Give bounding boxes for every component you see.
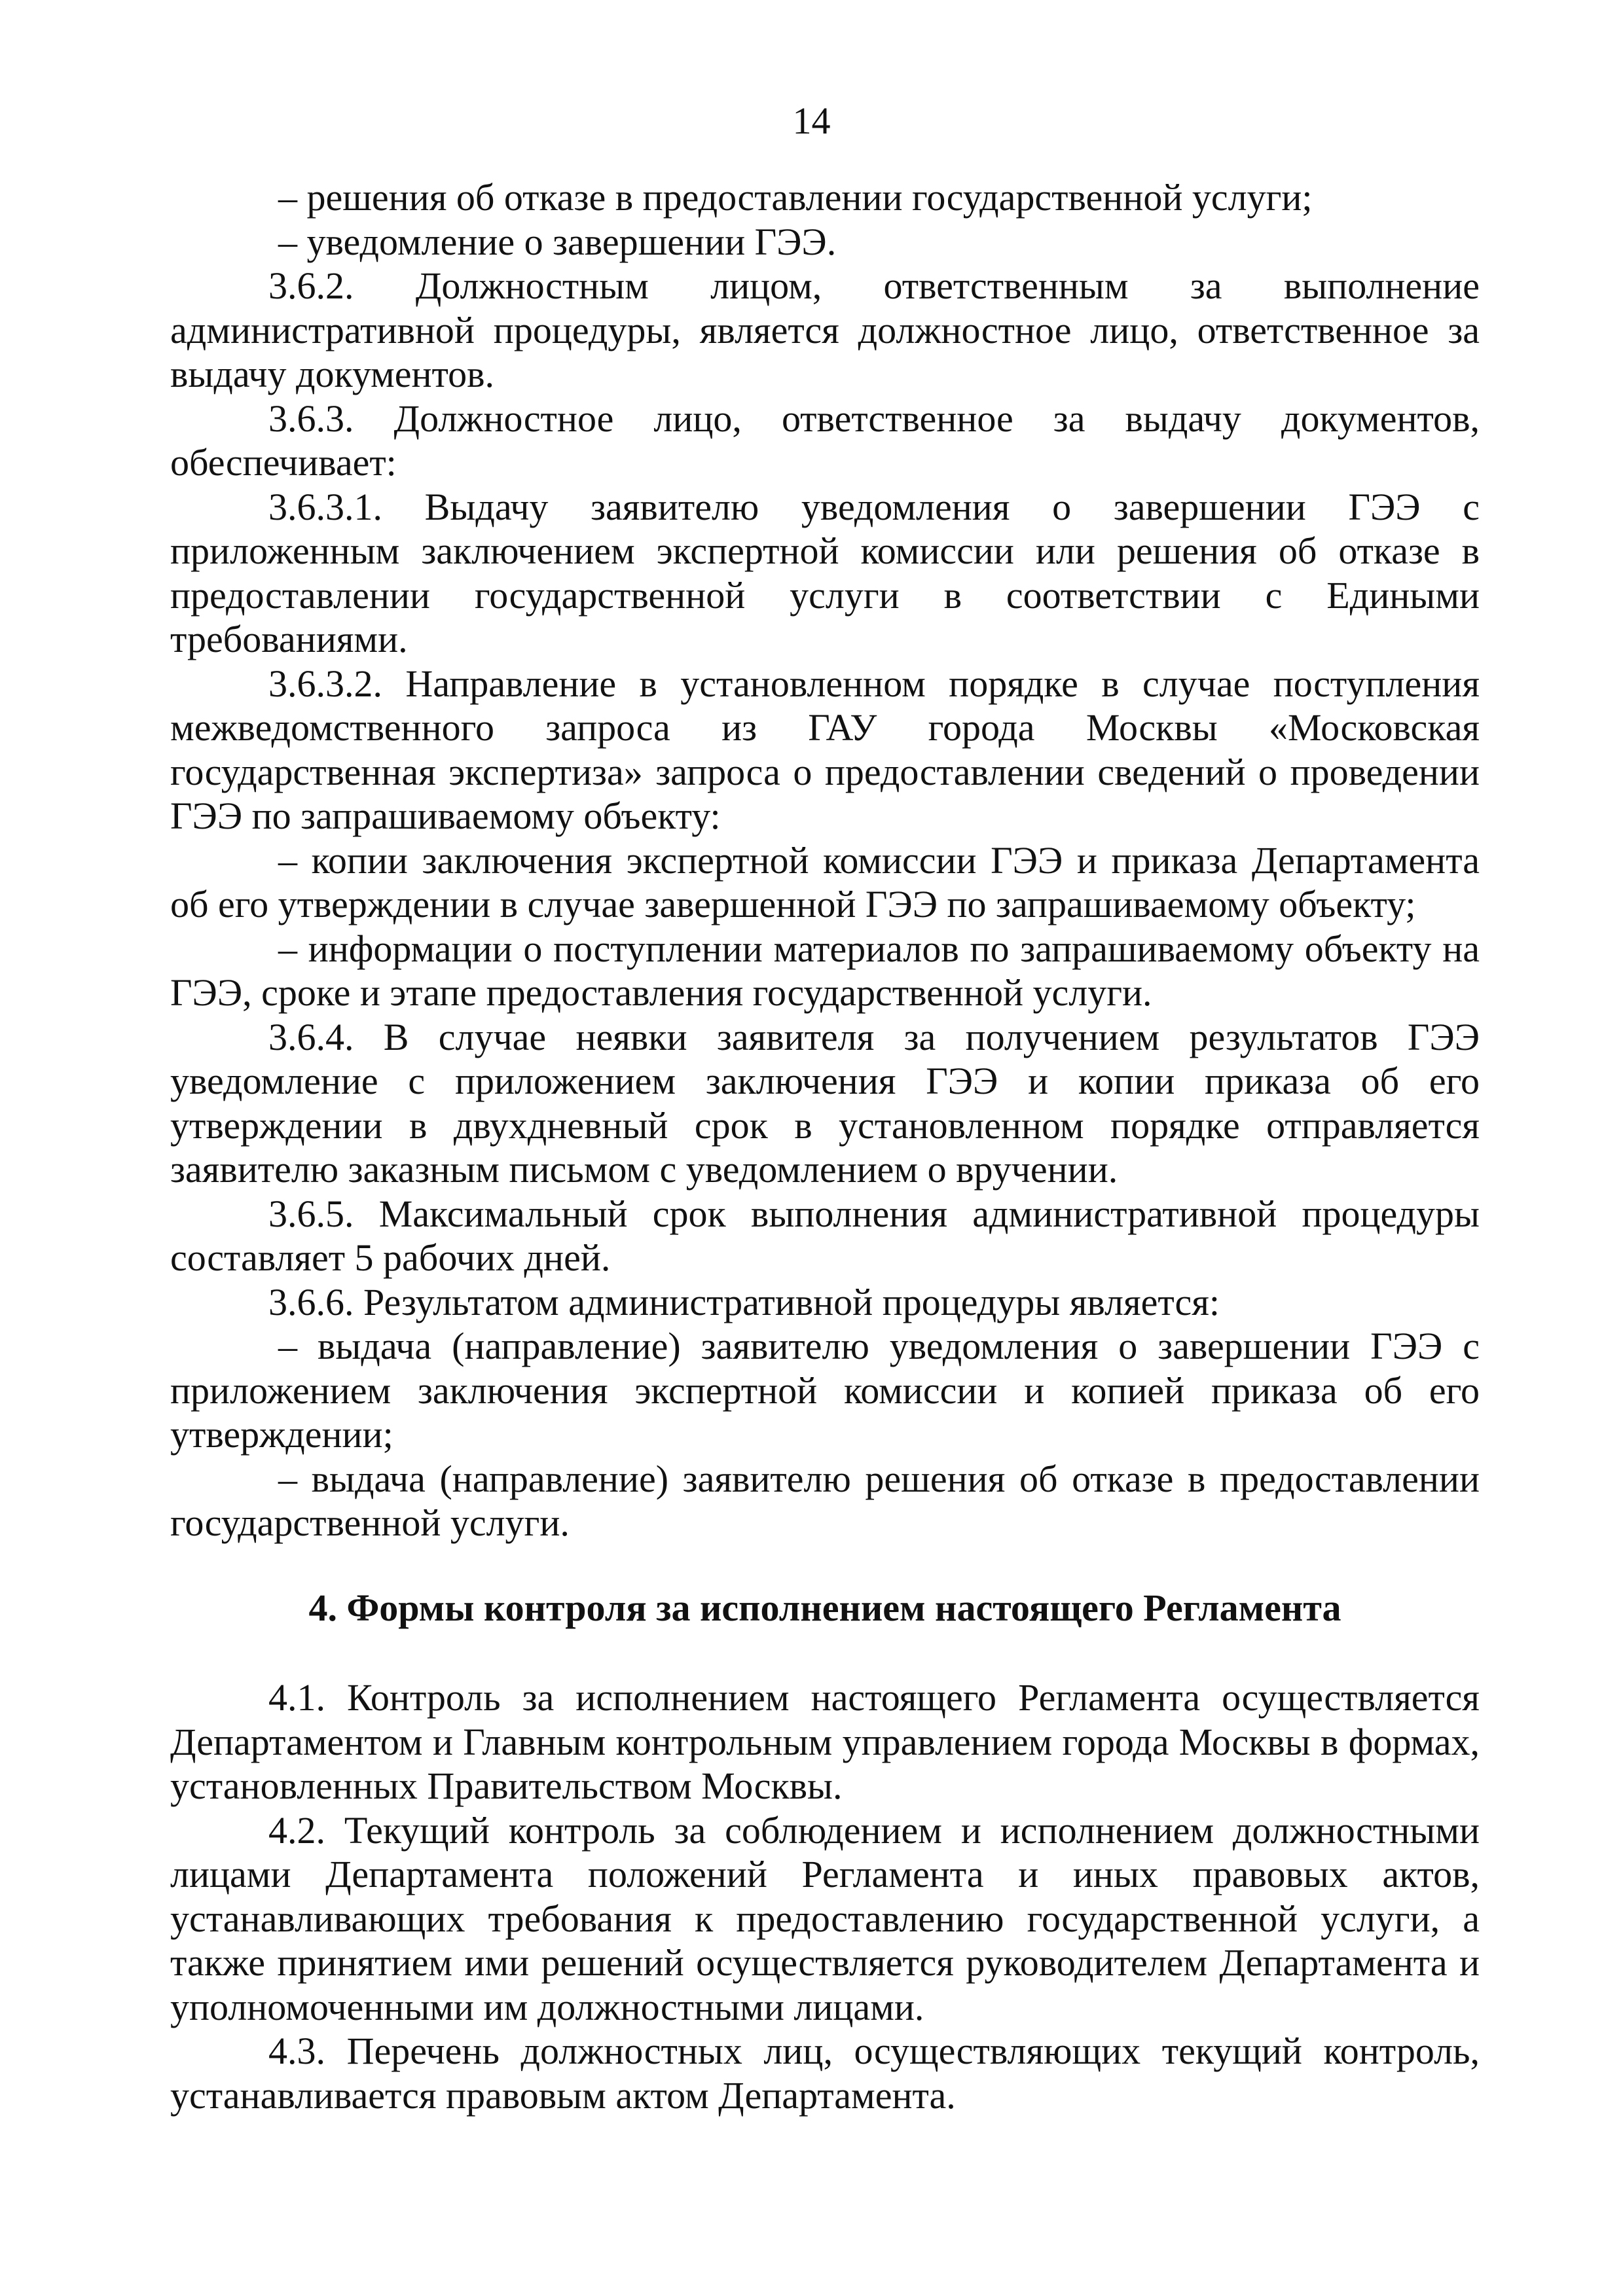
list-item: – информации о поступлении материалов по запрашиваемому объекту на ГЭЭ, сроке и этапе предоставления государственной услуги. — [170, 927, 1480, 1014]
paragraph-4-1: 4.1. Контроль за исполнением настоящего Регламента осуществляется Департаментом и Главным контрольным управлением города Москвы в формах, установленных Правительством Москвы. — [170, 1676, 1480, 1807]
list-item: – копии заключения экспертной комиссии ГЭЭ и приказа Департамента об его утверждении в случае завершенной ГЭЭ по запрашиваемому объекту; — [170, 838, 1480, 925]
paragraph-3-6-3-2: 3.6.3.2. Направление в установленном порядке в случае поступления межведомственного запроса из ГАУ города Москвы «Московская государственная экспертиза» запроса о предоставлении сведений о проведении ГЭЭ по запрашиваемому объекту: — [170, 662, 1480, 837]
page-number: 14 — [792, 99, 831, 142]
section-heading: 4. Формы контроля за исполнением настоящего Регламента — [308, 1586, 1341, 1629]
document-body — [170, 175, 1480, 2117]
paragraph-3-6-6: 3.6.6. Результатом административной процедуры является: — [268, 1280, 1220, 1323]
paragraph-3-6-5: 3.6.5. Максимальный срок выполнения административной процедуры составляет 5 рабочих дней. — [170, 1192, 1480, 1279]
paragraph-4-2: 4.2. Текущий контроль за соблюдением и исполнением должностными лицами Департамента положений Регламента и иных правовых актов, устанавливающих требования к предоставлению государственной услуги, а также принятием ими решений осуществляется руководителем Департамента и уполномоченными им должностными лицами. — [170, 1808, 1480, 2028]
list-item: – уведомление о завершении ГЭЭ. — [278, 220, 837, 263]
paragraph-4-3: 4.3. Перечень должностных лиц, осуществляющих текущий контроль, устанавливается правовым актом Департамента. — [170, 2030, 1480, 2117]
list-item: – выдача (направление) заявителю уведомления о завершении ГЭЭ с приложением заключения экспертной комиссии и копией приказа об его утверждении; — [170, 1325, 1480, 1456]
paragraph-3-6-4: 3.6.4. В случае неявки заявителя за получением результатов ГЭЭ уведомление с приложением заключения ГЭЭ и копии приказа об его утверждении в двухдневный срок в установленном порядке отправляется заявителю заказным письмом с уведомлением о вручении. — [170, 1015, 1480, 1191]
list-item: – выдача (направление) заявителю решения об отказе в предоставлении государственной услуги. — [170, 1457, 1480, 1544]
paragraph-3-6-3-1: 3.6.3.1. Выдачу заявителю уведомления о завершении ГЭЭ с приложенным заключением экспертной комиссии или решения об отказе в предоставлении государственной услуги в соответствии с Едиными требованиями. — [170, 485, 1480, 660]
paragraph-3-6-3: 3.6.3. Должностное лицо, ответственное за выдачу документов, обеспечивает: — [170, 397, 1480, 484]
paragraph-3-6-2: 3.6.2. Должностным лицом, ответственным за выполнение административной процедуры, является должностное лицо, ответственное за выдачу документов. — [170, 264, 1480, 395]
list-item: – решения об отказе в предоставлении государственной услуги; — [278, 176, 1313, 219]
